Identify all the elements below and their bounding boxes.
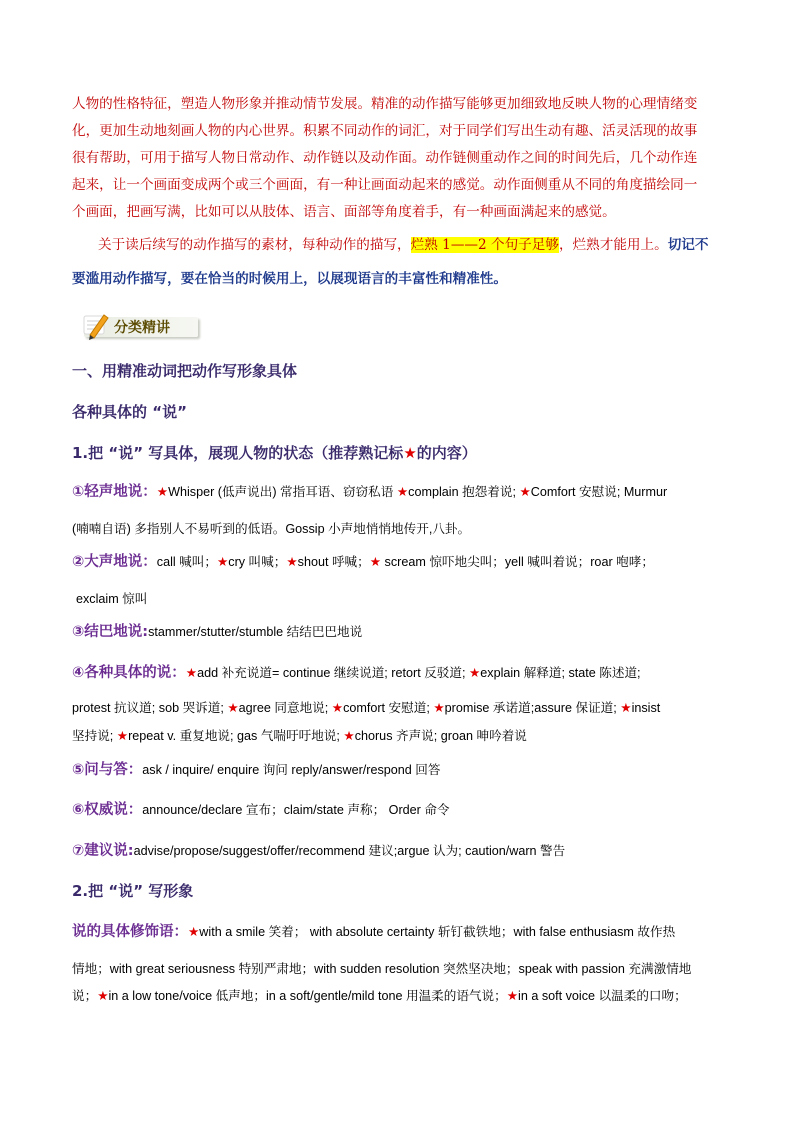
item-label: ⑦建议说: (72, 843, 134, 859)
item-label: ④各种具体的说： (72, 665, 186, 681)
item-text: announce/declare 宣布；claim/state 声称； Order 命令 (142, 803, 450, 817)
star-icon: ★ (620, 701, 632, 715)
section-heading: 一、用精准动词把动作写形象具体 (72, 362, 298, 380)
item-segments (72, 985, 687, 1007)
segment-text: chorus 齐声说; groan 呻吟着说 (354, 729, 527, 743)
segment-text: shout 呼喊； (297, 555, 370, 569)
star-icon: ★ (286, 555, 298, 569)
segment-text: complain 抱怨着说; (408, 485, 520, 499)
segment-text: scream 惊吓地尖叫；yell 喊叫着说；roar 咆哮； (381, 555, 654, 569)
star-icon: ★ (97, 989, 109, 1003)
star-icon: ★ (433, 701, 445, 715)
segment-text: Comfort 安慰说; Murmur (530, 485, 668, 499)
segment-text: protest 抗议道; sob 哭诉道; (72, 701, 228, 715)
star-icon: ★ (396, 485, 409, 499)
segment-text: promise 承诺道;assure 保证道; (444, 701, 621, 715)
item-loud (72, 551, 654, 573)
item-stammer (72, 621, 362, 643)
segment-text: repeat v. 重复地说; gas 气喘吁吁地说; (128, 729, 344, 743)
intro-line: 个画面，把画写满，比如可以从肢体、语言、面部等角度着手，有一种画面满起来的感觉。 (72, 204, 616, 220)
star-icon: ★ (188, 925, 200, 939)
item-text: advise/propose/suggest/offer/recommend 建议;argue 认为; caution/warn 警告 (133, 844, 566, 858)
tip-text: ，烂熟才能用上。 (558, 237, 668, 253)
heading-text: 的内容） (416, 444, 477, 462)
star-icon: ★ (468, 666, 481, 680)
item-label: ③结巴地说: (72, 624, 149, 640)
item-various (72, 662, 641, 684)
warning-text: 切记不 (667, 237, 709, 253)
star-icon: ★ (185, 666, 198, 680)
item-label: ⑤问与答： (72, 762, 143, 778)
tip-text: 关于读后续写的动作描写的素材，每种动作的描写， (98, 237, 411, 253)
segment-text: Whisper (低声说出) 常指耳语、窃窃私语 (168, 485, 397, 499)
item-label: ⑥权威说： (72, 802, 143, 818)
segment-text: 坚持说; (72, 729, 117, 743)
item-label: ①轻声地说： (72, 484, 157, 500)
segment-text: comfort 安慰道; (343, 701, 434, 715)
intro-line: 起来，让一个画面变成两个或三个画面，有一种让画面动起来的感觉。动作面侧重从不同的角度描绘同一 (72, 177, 698, 193)
intro-line: 人物的性格特征，塑造人物形象并推动情节发展。精准的动作描写能够更加细致地反映人物的心理情绪变 (72, 96, 698, 112)
item-segments (157, 485, 667, 499)
segment-text: in a low tone/voice 低声地；in a soft/gentle/mild tone 用温柔的语气说； (108, 989, 507, 1003)
item-whisper (72, 481, 667, 503)
segment-text: insist (631, 701, 661, 715)
subsection-heading: 2.把 “说” 写形象 (72, 882, 194, 900)
item-segments (157, 555, 654, 569)
item-text: 情地；with great seriousness 特别严肃地；with sudden resolution 突然坚决地；speak with passion 充满激情地 (72, 962, 692, 976)
segment-text: with a smile 笑着； with absolute certainty 斩钉截铁地；with false enthusiasm 故作热 (199, 925, 676, 939)
star-icon: ★ (156, 485, 169, 499)
segment-text: explain 解释道; state 陈述道; (480, 666, 641, 680)
intro-line: 化，更加生动地刻画人物的内心世界。积累不同动作的词汇，对于同学们写出生动有趣、活灵活现的故事 (72, 123, 698, 139)
star-icon: ★ (343, 729, 355, 743)
item-ask-answer (72, 759, 440, 781)
item-authority (72, 799, 450, 821)
heading-text: 1.把 “说” 写具体，展现人物的状态（推荐熟记标 (72, 444, 404, 462)
section-banner (74, 311, 198, 339)
star-icon: ★ (369, 555, 382, 569)
item-segments (72, 725, 527, 747)
star-icon: ★ (227, 701, 239, 715)
segment-text: cry 叫喊； (228, 555, 287, 569)
item-text: ask / inquire/ enquire 询问 reply/answer/respond 回答 (142, 763, 441, 777)
pencil-icon (80, 311, 110, 341)
segment-text: agree 同意地说; (238, 701, 332, 715)
item-segments (186, 666, 641, 680)
intro-line: 很有帮助，可用于描写人物日常动作、动作链以及动作面。动作链侧重动作之间的时间先后，几个动作连 (72, 150, 698, 166)
segment-text: 说； (72, 989, 98, 1003)
star-icon: ★ (216, 555, 229, 569)
star-icon: ★ (506, 989, 519, 1003)
item-suggest (72, 840, 565, 862)
star-icon: ★ (403, 444, 417, 462)
banner-title: 分类精讲 (114, 320, 170, 336)
item-text: (喃喃自语) 多指别人不易听到的低语。Gossip 小声地悄悄地传开,八卦。 (72, 522, 471, 536)
item-segments (72, 697, 660, 719)
segment-text: call 喊叫； (156, 555, 217, 569)
item-segments (188, 925, 675, 939)
star-icon: ★ (116, 729, 129, 743)
item-label: 说的具体修饰语： (72, 924, 188, 940)
item-text: exclaim 惊叫 (76, 592, 148, 606)
segment-text: in a soft voice 以温柔的口吻； (518, 989, 687, 1003)
subsection-heading: 各种具体的 “说” (72, 403, 187, 421)
highlighted-tip: 烂熟 1——2 个句子足够 (410, 237, 559, 253)
item-modifiers (72, 921, 675, 943)
item-text: stammer/stutter/stumble 结结巴巴地说 (148, 625, 363, 639)
subsection-heading (72, 442, 477, 463)
segment-text: add 补充说道= continue 继续说道; retort 反驳道; (197, 666, 469, 680)
item-label: ②大声地说： (72, 554, 157, 570)
star-icon: ★ (331, 701, 344, 715)
warning-text: 要滥用动作描写，要在恰当的时候用上，以展现语言的丰富性和精准性。 (72, 271, 507, 287)
star-icon: ★ (519, 485, 531, 499)
